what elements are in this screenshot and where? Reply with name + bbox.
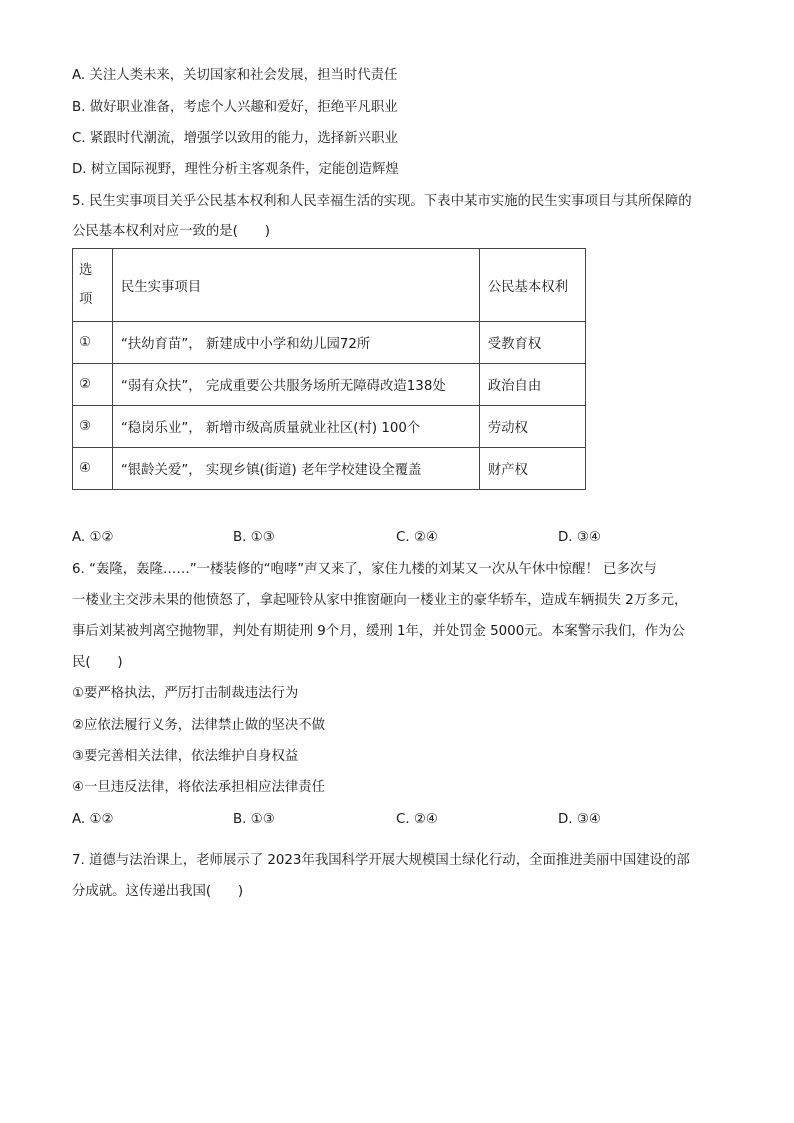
row-id: ③ bbox=[73, 406, 113, 448]
q6-option-c: C. ②④ bbox=[396, 812, 438, 827]
q5-option-a: A. ①② bbox=[72, 530, 114, 545]
q6-stem-line4: 民( ) bbox=[72, 655, 123, 670]
q5-option-c: C. ②④ bbox=[396, 530, 438, 545]
row-right: 财产权 bbox=[479, 448, 585, 490]
q6-stem-line2: 一楼业主交涉未果的他愤怒了，拿起哑铃从家中推窗砸向一楼业主的豪华轿车，造成车辆损失 2万多元， bbox=[72, 593, 688, 608]
q5-stem-line1: 5. 民生实事项目关乎公民基本权利和人民幸福生活的实现。下表中某市实施的民生实事项目与其所保障的 bbox=[72, 194, 692, 209]
header-option-cell bbox=[73, 249, 113, 322]
q6-statement-2: ②应依法履行义务，法律禁止做的坚决不做 bbox=[72, 718, 326, 733]
q6-option-b: B. ①③ bbox=[233, 812, 275, 827]
rights-table bbox=[72, 248, 586, 490]
q4-option-a: A. 关注人类未来，关切国家和社会发展，担当时代责任 bbox=[72, 68, 398, 83]
header-project-cell: 民生实事项目 bbox=[112, 249, 479, 322]
header-option-char1: 选 bbox=[79, 263, 93, 278]
q4-option-b: B. 做好职业准备，考虑个人兴趣和爱好，拒绝平凡职业 bbox=[72, 100, 398, 115]
table-row bbox=[73, 322, 586, 364]
q7-stem-line1: 7. 道德与法治课上，老师展示了 2023年我国科学开展大规模国土绿化行动，全面推进美丽中国建设的部 bbox=[72, 853, 690, 868]
q6-stem-line1: 6. “轰隆，轰隆……”一楼装修的“咆哮”声又来了，家住九楼的刘某又一次从午休中惊醒！ 已多次与 bbox=[72, 562, 657, 577]
row-id: ① bbox=[73, 322, 113, 364]
q5-option-d: D. ③④ bbox=[558, 530, 601, 545]
q6-option-d: D. ③④ bbox=[558, 812, 601, 827]
row-project: “银龄关爱”， 实现乡镇(街道) 老年学校建设全覆盖 bbox=[112, 448, 479, 490]
row-right: 受教育权 bbox=[479, 322, 585, 364]
table-row bbox=[73, 406, 586, 448]
q6-statement-3: ③要完善相关法律，依法维护自身权益 bbox=[72, 749, 299, 764]
header-right-cell: 公民基本权利 bbox=[479, 249, 585, 322]
q4-option-d: D. 树立国际视野，理性分析主客观条件，定能创造辉煌 bbox=[72, 162, 399, 177]
row-project: “扶幼育苗”， 新建成中小学和幼儿园72所 bbox=[112, 322, 479, 364]
q4-option-c: C. 紧跟时代潮流，增强学以致用的能力，选择新兴职业 bbox=[72, 131, 398, 146]
row-right: 劳动权 bbox=[479, 406, 585, 448]
row-project: “稳岗乐业”， 新增市级高质量就业社区(村) 100个 bbox=[112, 406, 479, 448]
row-right: 政治自由 bbox=[479, 364, 585, 406]
header-option-char2: 项 bbox=[79, 292, 93, 307]
row-id: ④ bbox=[73, 448, 113, 490]
table-row bbox=[73, 364, 586, 406]
table-row bbox=[73, 448, 586, 490]
q6-statement-4: ④一旦违反法律，将依法承担相应法律责任 bbox=[72, 780, 326, 795]
row-project: “弱有众扶”， 完成重要公共服务场所无障碍改造138处 bbox=[112, 364, 479, 406]
q5-stem-line2: 公民基本权利对应一致的是( ) bbox=[72, 224, 270, 239]
q6-statement-1: ①要严格执法，严厉打击制裁违法行为 bbox=[72, 686, 299, 701]
row-id: ② bbox=[73, 364, 113, 406]
table-header-row bbox=[73, 249, 586, 322]
q5-option-b: B. ①③ bbox=[233, 530, 275, 545]
q7-stem-line2: 分成就。这传递出我国( ) bbox=[72, 884, 244, 899]
q6-stem-line3: 事后刘某被判离空抛物罪，判处有期徒刑 9个月，缓刑 1年，并处罚金 5000元。本案警示我们，作为公 bbox=[72, 624, 685, 639]
q6-option-a: A. ①② bbox=[72, 812, 114, 827]
